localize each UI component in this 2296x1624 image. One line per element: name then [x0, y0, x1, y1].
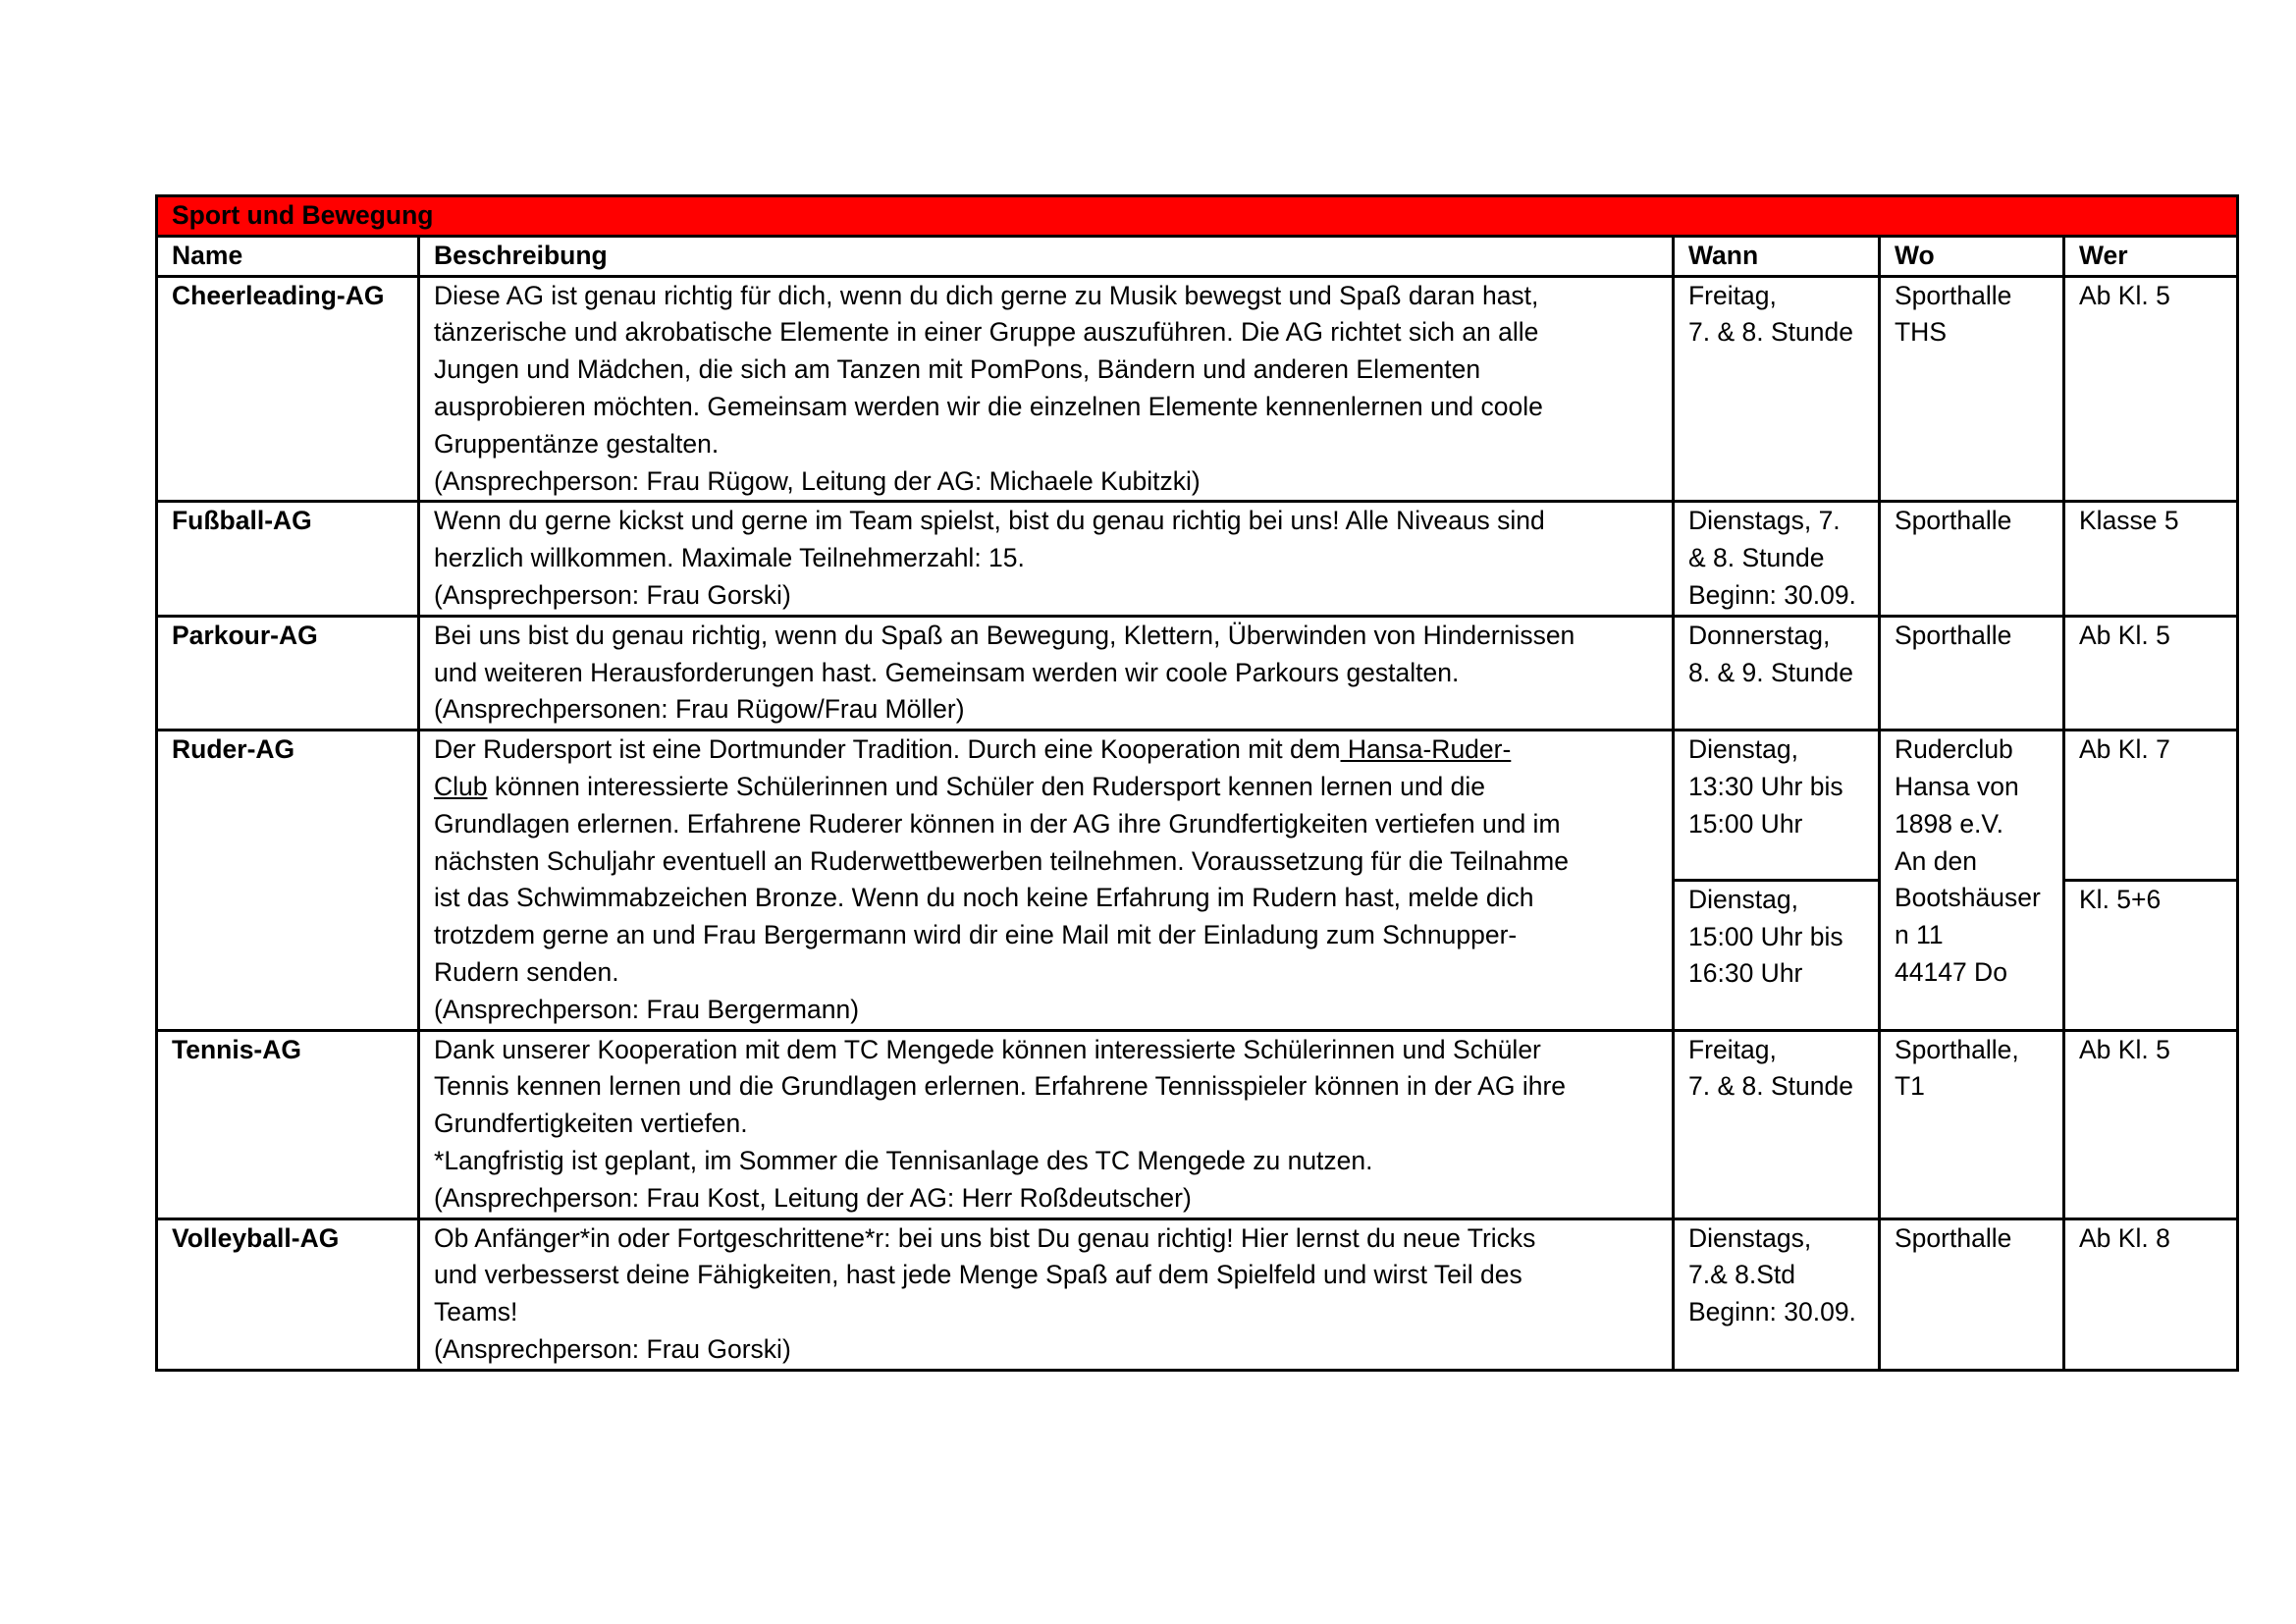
- description-line: Jungen und Mädchen, die sich am Tanzen mit PomPons, Bändern und anderen Elementen: [434, 354, 1481, 385]
- description-line: Bei uns bist du genau richtig, wenn du Spaß an Bewegung, Klettern, Überwinden von Hindernissen: [434, 620, 1575, 650]
- description-text: können interessierte Schülerinnen und Schüler den Rudersport kennen lernen und die: [487, 771, 1486, 801]
- wo-line: Sporthalle: [1895, 506, 2012, 536]
- description-line: Teams!: [434, 1297, 518, 1327]
- description-text: Der Rudersport ist eine Dortmunder Tradition. Durch eine Kooperation mit dem: [434, 734, 1341, 765]
- ag-description: [419, 1030, 1674, 1218]
- wo-line: 44147 Do: [1895, 956, 2007, 987]
- description-line: Grundfertigkeiten vertiefen.: [434, 1109, 748, 1139]
- wo-line: T1: [1895, 1071, 1925, 1102]
- description-line: [434, 731, 1662, 769]
- ag-name: Parkour-AG: [157, 616, 419, 730]
- wo-line: Sporthalle: [1895, 280, 2012, 310]
- wann-line: 7. & 8. Stunde: [1688, 1071, 1853, 1102]
- description-line: [434, 769, 1662, 806]
- description-line: (Ansprechperson: Frau Rügow, Leitung der AG: Michaele Kubitzki): [434, 465, 1201, 496]
- table-row: [157, 731, 2238, 881]
- description-line: herzlich willkommen. Maximale Teilnehmerzahl: 15.: [434, 543, 1025, 573]
- ag-wer: Klasse 5: [2064, 502, 2238, 616]
- header-name: Name: [157, 236, 419, 276]
- wann-line: Freitag,: [1688, 280, 1777, 310]
- ag-wo: [1880, 616, 2064, 730]
- wann-line: Donnerstag,: [1688, 620, 1831, 650]
- ag-wer: Kl. 5+6: [2064, 880, 2238, 1030]
- description-line: (Ansprechpersonen: Frau Rügow/Frau Möller): [434, 694, 965, 725]
- description-line: (Ansprechperson: Frau Bergermann): [434, 994, 860, 1024]
- wann-line: Dienstags, 7.: [1688, 506, 1841, 536]
- wo-line: Sporthalle: [1895, 620, 2012, 650]
- wo-line: 1898 e.V.: [1895, 808, 2004, 839]
- ag-wo: [1880, 502, 2064, 616]
- description-line: trotzdem gerne an und Frau Bergermann wird dir eine Mail mit der Einladung zum Schnupper-: [434, 920, 1518, 950]
- description-line: Ob Anfänger*in oder Fortgeschrittene*r: bei uns bist Du genau richtig! Hier lernst du neue Tricks: [434, 1222, 1536, 1253]
- wann-line: 13:30 Uhr bis: [1688, 771, 1843, 801]
- section-title: Sport und Bewegung: [157, 196, 2238, 237]
- ag-wann: [1674, 731, 1880, 881]
- wann-line: Dienstag,: [1688, 734, 1798, 765]
- description-line: Grundlagen erlernen. Erfahrene Ruderer können in der AG ihre Grundfertigkeiten vertiefen und im: [434, 808, 1561, 839]
- ag-wer: Ab Kl. 5: [2064, 1030, 2238, 1218]
- wo-line: THS: [1895, 317, 1947, 348]
- ag-name: Tennis-AG: [157, 1030, 419, 1218]
- description-line: Tennis kennen lernen und die Grundlagen erlernen. Erfahrene Tennisspieler können in der AG ihre: [434, 1071, 1567, 1102]
- wann-line: 16:30 Uhr: [1688, 958, 1803, 989]
- table-row: [157, 1030, 2238, 1218]
- wo-line: An den: [1895, 845, 1977, 876]
- ag-name: Ruder-AG: [157, 731, 419, 1030]
- ag-name: Cheerleading-AG: [157, 276, 419, 502]
- wann-line: Freitag,: [1688, 1034, 1777, 1064]
- section-title-row: [157, 196, 2238, 237]
- wann-line: 15:00 Uhr bis: [1688, 921, 1843, 951]
- ag-description: [419, 1218, 1674, 1370]
- ag-wann: [1674, 1030, 1880, 1218]
- ag-wer: Ab Kl. 5: [2064, 616, 2238, 730]
- header-wann: Wann: [1674, 236, 1880, 276]
- table-row: [157, 276, 2238, 502]
- table-row: [157, 502, 2238, 616]
- wann-line: 7. & 8. Stunde: [1688, 317, 1853, 348]
- description-line: *Langfristig ist geplant, im Sommer die Tennisanlage des TC Mengede zu nutzen.: [434, 1145, 1373, 1175]
- header-wer: Wer: [2064, 236, 2238, 276]
- description-line: Dank unserer Kooperation mit dem TC Mengede können interessierte Schülerinnen und Schüler: [434, 1034, 1541, 1064]
- description-line: tänzerische und akrobatische Elemente in einer Gruppe auszuführen. Die AG richtet sich an alle: [434, 317, 1539, 348]
- ag-wo: [1880, 276, 2064, 502]
- wann-line: 8. & 9. Stunde: [1688, 657, 1853, 687]
- ag-description: [419, 502, 1674, 616]
- ag-name: Volleyball-AG: [157, 1218, 419, 1370]
- wo-line: Ruderclub: [1895, 734, 2013, 765]
- description-line: ausprobieren möchten. Gemeinsam werden wir die einzelnen Elemente kennenlernen und coole: [434, 391, 1543, 421]
- header-wo: Wo: [1880, 236, 2064, 276]
- ag-name: Fußball-AG: [157, 502, 419, 616]
- ag-wann: [1674, 616, 1880, 730]
- wo-line: Sporthalle,: [1895, 1034, 2019, 1064]
- ag-wer: Ab Kl. 5: [2064, 276, 2238, 502]
- ag-wann: [1674, 276, 1880, 502]
- table-row: [157, 1218, 2238, 1370]
- ag-wann: [1674, 502, 1880, 616]
- wann-line: Beginn: 30.09.: [1688, 579, 1856, 610]
- description-line: (Ansprechperson: Frau Kost, Leitung der AG: Herr Roßdeutscher): [434, 1182, 1192, 1213]
- wo-line: n 11: [1895, 920, 1944, 950]
- wann-line: Beginn: 30.09.: [1688, 1297, 1856, 1327]
- header-row: [157, 236, 2238, 276]
- description-line: und verbesserst deine Fähigkeiten, hast jede Menge Spaß auf dem Spielfeld und wirst Teil des: [434, 1260, 1522, 1290]
- ag-wo: [1880, 731, 2064, 1030]
- wann-line: & 8. Stunde: [1688, 543, 1825, 573]
- ag-wann: [1674, 1218, 1880, 1370]
- hansa-ruder-club-link[interactable]: Hansa-Ruder-: [1340, 734, 1512, 765]
- description-line: Wenn du gerne kickst und gerne im Team spielst, bist du genau richtig bei uns! Alle Niveaus sind: [434, 506, 1545, 536]
- wo-line: Bootshäuser: [1895, 883, 2041, 913]
- ag-wer: Ab Kl. 8: [2064, 1218, 2238, 1370]
- hansa-ruder-club-link-cont[interactable]: Club: [434, 771, 488, 801]
- header-beschreibung: Beschreibung: [419, 236, 1674, 276]
- ag-table: [155, 194, 2239, 1372]
- wann-line: Dienstags,: [1688, 1222, 1812, 1253]
- ag-wo: [1880, 1030, 2064, 1218]
- ag-description: [419, 616, 1674, 730]
- description-line: (Ansprechperson: Frau Gorski): [434, 1333, 791, 1364]
- ag-wer: Ab Kl. 7: [2064, 731, 2238, 881]
- description-line: Diese AG ist genau richtig für dich, wenn du dich gerne zu Musik bewegst und Spaß daran hast,: [434, 280, 1539, 310]
- table-row: [157, 616, 2238, 730]
- ag-description: [419, 276, 1674, 502]
- wann-line: 7.& 8.Std: [1688, 1260, 1796, 1290]
- description-line: Rudern senden.: [434, 956, 619, 987]
- wo-line: Hansa von: [1895, 771, 2019, 801]
- ag-wo: [1880, 1218, 2064, 1370]
- ag-wann: [1674, 880, 1880, 1030]
- description-line: ist das Schwimmabzeichen Bronze. Wenn du noch keine Erfahrung im Rudern hast, melde dich: [434, 883, 1534, 913]
- description-line: Gruppentänze gestalten.: [434, 428, 720, 459]
- wo-line: Sporthalle: [1895, 1222, 2012, 1253]
- wann-line: Dienstag,: [1688, 884, 1798, 914]
- description-line: nächsten Schuljahr eventuell an Ruderwettbewerben teilnehmen. Voraussetzung für die Teilnahme: [434, 845, 1569, 876]
- ag-description: [419, 731, 1674, 1030]
- description-line: und weiteren Herausforderungen hast. Gemeinsam werden wir coole Parkours gestalten.: [434, 657, 1460, 687]
- description-line: (Ansprechperson: Frau Gorski): [434, 579, 791, 610]
- wann-line: 15:00 Uhr: [1688, 808, 1803, 839]
